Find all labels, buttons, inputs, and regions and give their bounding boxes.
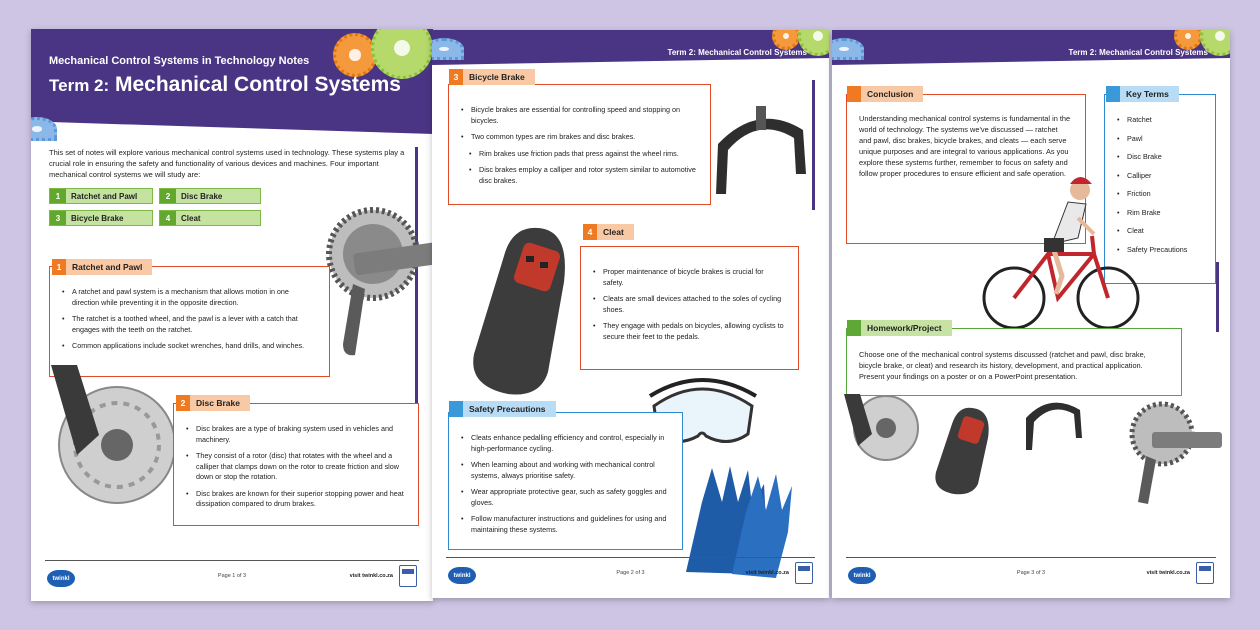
topic-label: Disc Brake — [181, 191, 223, 201]
key-term-item: • Calliper — [1117, 171, 1201, 182]
cleat-thumbnail — [928, 406, 998, 496]
ratchet-heading — [52, 259, 152, 275]
bicycle-brake-heading — [449, 69, 535, 85]
section-title: Safety Precautions — [469, 404, 546, 414]
ratchet-bullet: • The ratchet is a toothed wheel, and the pawl is a lever with a catch that engages with the teeth on the ratchet. — [62, 314, 315, 335]
topic-chip-4 — [159, 210, 261, 226]
page-title — [49, 73, 401, 97]
quality-badge-icon — [1196, 562, 1214, 584]
homework-heading — [847, 320, 952, 336]
ratchet-bullet: • A ratchet and pawl system is a mechanism that allows motion in one direction while preventing it in the opposite direction. — [62, 287, 315, 308]
ratchet-thumbnail — [1122, 394, 1222, 514]
cleat-bullet: • Proper maintenance of bicycle brakes is crucial for safety. — [593, 267, 784, 288]
title-text: Mechanical Control Systems — [115, 73, 401, 96]
footer-divider — [446, 557, 815, 558]
section-title: Cleat — [603, 227, 624, 237]
blue-gear-icon — [832, 38, 864, 60]
notes-page-1 — [31, 29, 433, 601]
topic-chip-3 — [49, 210, 153, 226]
bicycle-bullet: • Bicycle brakes are essential for controlling speed and stopping on bicycles. — [461, 105, 696, 126]
disc-bullet: • Disc brakes are a type of braking system used in vehicles and machinery. — [186, 424, 404, 445]
section-title: Disc Brake — [196, 398, 240, 408]
ratchet-bullet: • Common applications include socket wrenches, hand drills, and winches. — [62, 341, 315, 352]
side-bar — [1216, 262, 1219, 332]
blue-gear-icon — [432, 38, 464, 60]
topic-number: 1 — [50, 189, 66, 203]
key-term-item: • Friction — [1117, 189, 1201, 200]
section-title: Ratchet and Pawl — [72, 262, 143, 272]
bicycle-bullet: • Two common types are rim brakes and disc brakes. — [461, 132, 696, 143]
safety-bullet: • Follow manufacturer instructions and guidelines for using and maintaining these systems. — [461, 514, 668, 535]
ratchet-section — [49, 266, 330, 377]
ratchet-wrench-illustration — [313, 189, 433, 359]
key-term-item: • Disc Brake — [1117, 152, 1201, 163]
page-number: Page 2 of 3 — [616, 570, 645, 576]
disc-brake-thumbnail — [838, 394, 918, 474]
twinkl-logo: twinkl — [848, 567, 876, 584]
bicycle-sub-bullet: • Rim brakes use friction pads that press against the wheel rims. — [469, 149, 696, 160]
safety-bullet: • Cleats enhance pedalling efficiency and control, especially in high-performance cycling. — [461, 433, 668, 454]
homework-section — [846, 328, 1182, 396]
safety-bullet: • Wear appropriate protective gear, such as safety goggles and gloves. — [461, 487, 668, 508]
section-number: 2 — [176, 395, 190, 411]
cleat-shoe-illustration — [460, 222, 580, 402]
section-number: 4 — [583, 224, 597, 240]
cleat-bullet: • Cleats are small devices attached to the soles of cycling shoes. — [593, 294, 784, 315]
notes-page-2 — [432, 30, 829, 598]
key-terms-heading — [1106, 86, 1179, 102]
key-term-item: • Safety Precautions — [1117, 245, 1201, 256]
quality-badge-icon — [795, 562, 813, 584]
bicycle-brake-section — [448, 84, 711, 205]
cleat-bullet: • They engage with pedals on bicycles, allowing cyclists to secure their feet to the pedals. — [593, 321, 784, 342]
topic-label: Ratchet and Pawl — [71, 191, 138, 201]
orange-gear-icon — [333, 33, 377, 77]
protective-gloves-illustration — [672, 462, 802, 582]
visit-link[interactable]: visit twinkl.co.za — [745, 570, 789, 576]
conclusion-heading — [847, 86, 923, 102]
topic-chip-2 — [159, 188, 261, 204]
topic-number: 3 — [50, 211, 66, 225]
section-marker — [1106, 86, 1120, 102]
cyclist-illustration — [982, 158, 1142, 338]
cleat-section — [580, 246, 799, 370]
key-term-item: • Cleat — [1117, 226, 1201, 237]
homework-text: Choose one of the mechanical control systems discussed (ratchet and pawl, disc brake, bicycle brake, or cleat) and research its history, development, and practical application. Present your findings on a poster or on a PowerPoint presentation. — [859, 350, 1146, 381]
section-marker — [847, 86, 861, 102]
rim-brake-thumbnail — [1020, 394, 1100, 454]
section-number: 3 — [449, 69, 463, 85]
section-marker — [847, 320, 861, 336]
safety-section — [448, 412, 683, 550]
disc-brake-heading — [176, 395, 250, 411]
notes-page-3 — [832, 30, 1230, 598]
twinkl-logo: twinkl — [448, 567, 476, 584]
topic-label: Cleat — [181, 213, 201, 223]
section-title: Homework/Project — [867, 323, 942, 333]
topic-number: 2 — [160, 189, 176, 203]
cleat-heading — [583, 224, 634, 240]
safety-bullet: • When learning about and working with mechanical control systems, always prioritise safety. — [461, 460, 668, 481]
topic-chip-1 — [49, 188, 153, 204]
header-title: Term 2: Mechanical Control Systems — [667, 48, 807, 57]
section-title: Bicycle Brake — [469, 72, 525, 82]
visit-link[interactable]: visit twinkl.co.za — [349, 573, 393, 579]
safety-heading — [449, 401, 556, 417]
section-title: Conclusion — [867, 89, 914, 99]
rim-brake-illustration — [708, 104, 818, 204]
twinkl-logo: twinkl — [47, 570, 75, 587]
disc-brake-illustration — [37, 365, 177, 505]
topic-label: Bicycle Brake — [71, 213, 124, 223]
key-term-item: • Pawl — [1117, 134, 1201, 145]
topic-number: 4 — [160, 211, 176, 225]
key-term-item: • Rim Brake — [1117, 208, 1201, 219]
side-bar — [812, 80, 815, 210]
quality-badge-icon — [399, 565, 417, 587]
section-title: Key Terms — [1126, 89, 1169, 99]
page-subtitle: Mechanical Control Systems in Technology Notes — [49, 55, 310, 67]
section-marker — [449, 401, 463, 417]
disc-brake-section — [173, 403, 419, 526]
footer-divider — [846, 557, 1216, 558]
bicycle-sub-bullet: • Disc brakes employ a calliper and rotor system similar to automotive disc brakes. — [469, 165, 696, 186]
footer-divider — [45, 560, 419, 561]
conclusion-text: Understanding mechanical control systems is fundamental in the world of technology. The systems we've discussed — ratchet and pawl, disc brakes, bicycle brakes, and cleats — each serve unique purposes and are integral to various applications. As you explore these systems further, remember to focus on safety and follow proper procedures to ensure efficient and safe operation. — [859, 114, 1071, 178]
page-number: Page 1 of 3 — [217, 573, 247, 579]
intro-paragraph: This set of notes will explore various mechanical control systems used in technology. These systems play a crucial role in ensuring the safety and functionality of various devices and machines. Four important mechanical control systems we will study are: — [49, 148, 405, 179]
disc-bullet: • Disc brakes are known for their superior stopping power and heat dissipation compared to drum brakes. — [186, 489, 404, 510]
title-prefix: Term 2: — [49, 76, 110, 95]
visit-link[interactable]: visit twinkl.co.za — [1146, 570, 1190, 576]
section-number: 1 — [52, 259, 66, 275]
header-title: Term 2: Mechanical Control Systems — [1068, 48, 1208, 57]
key-term-item: • Ratchet — [1117, 115, 1201, 126]
disc-bullet: • They consist of a rotor (disc) that rotates with the wheel and a calliper that clamps down on the rotor to create friction and slow down or stop the rotation. — [186, 451, 404, 483]
page-number: Page 3 of 3 — [1016, 570, 1046, 576]
